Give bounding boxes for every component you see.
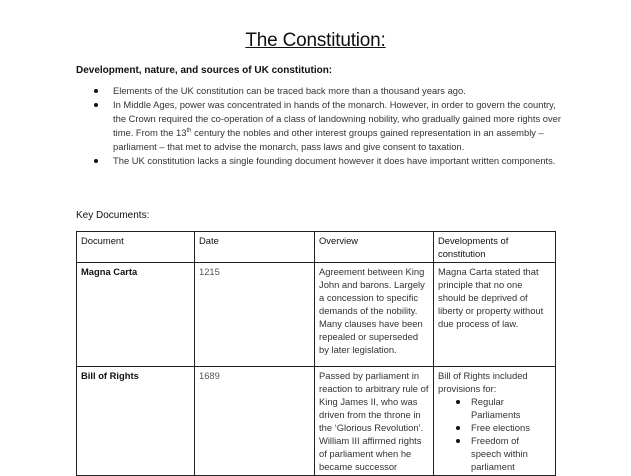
provisions-list <box>438 395 551 473</box>
bullet-item <box>76 98 566 154</box>
cell-date: 1689 <box>195 367 315 476</box>
table-row <box>77 263 556 367</box>
superscript: th <box>186 127 192 134</box>
table-header-row <box>77 232 556 263</box>
cell-developments <box>434 367 556 476</box>
cell-overview: Agreement between King John and barons. Largely a concession to specific demands of the nobility. Many clauses have been repealed or superseded by later legislation. <box>315 263 434 367</box>
cell-document: Bill of Rights <box>77 367 195 476</box>
column-header: Date <box>195 232 315 263</box>
column-header: Document <box>77 232 195 263</box>
page-title: The Constitution: <box>245 30 386 51</box>
cell-overview: Passed by parliament in reaction to arbitrary rule of King James II, who was driven from the throne in the ‘Glorious Revolution’. William III affirmed rights of parliament when he became successor <box>315 367 434 476</box>
bullet-text: In Middle Ages, power was concentrated in hands of the monarch. However, in order to govern the country, the Crown required the co-operation of a class of landowning nobility, who gradually gained more rights over time. From the 13 <box>113 99 561 138</box>
bullet-item: Elements of the UK constitution can be traced back more than a thousand years ago. <box>76 84 566 98</box>
cell-date: 1215 <box>195 263 315 367</box>
section-heading: Development, nature, and sources of UK constitution: <box>76 65 333 76</box>
cell-document: Magna Carta <box>77 263 195 367</box>
developments-intro: Bill of Rights included provisions for: <box>438 370 528 394</box>
list-item: Regular Parliaments <box>471 395 551 421</box>
column-header: Overview <box>315 232 434 263</box>
list-item: Free elections <box>471 421 551 434</box>
key-documents-table <box>76 231 556 476</box>
bullet-item: The UK constitution lacks a single founding document however it does have important written components. <box>76 154 566 168</box>
column-header: Developments of constitution <box>434 232 556 263</box>
bullet-text: century the nobles and other interest groups gained representation in an assembly – parliament – that met to advise the monarch, pass laws and give consent to taxation. <box>113 127 544 152</box>
table-row <box>77 367 556 476</box>
bullet-list <box>76 84 566 168</box>
key-documents-heading: Key Documents: <box>76 210 150 221</box>
cell-developments: Magna Carta stated that principle that no one should be deprived of liberty or property without due process of law. <box>434 263 556 367</box>
list-item: Freedom of speech within parliament <box>471 434 551 473</box>
